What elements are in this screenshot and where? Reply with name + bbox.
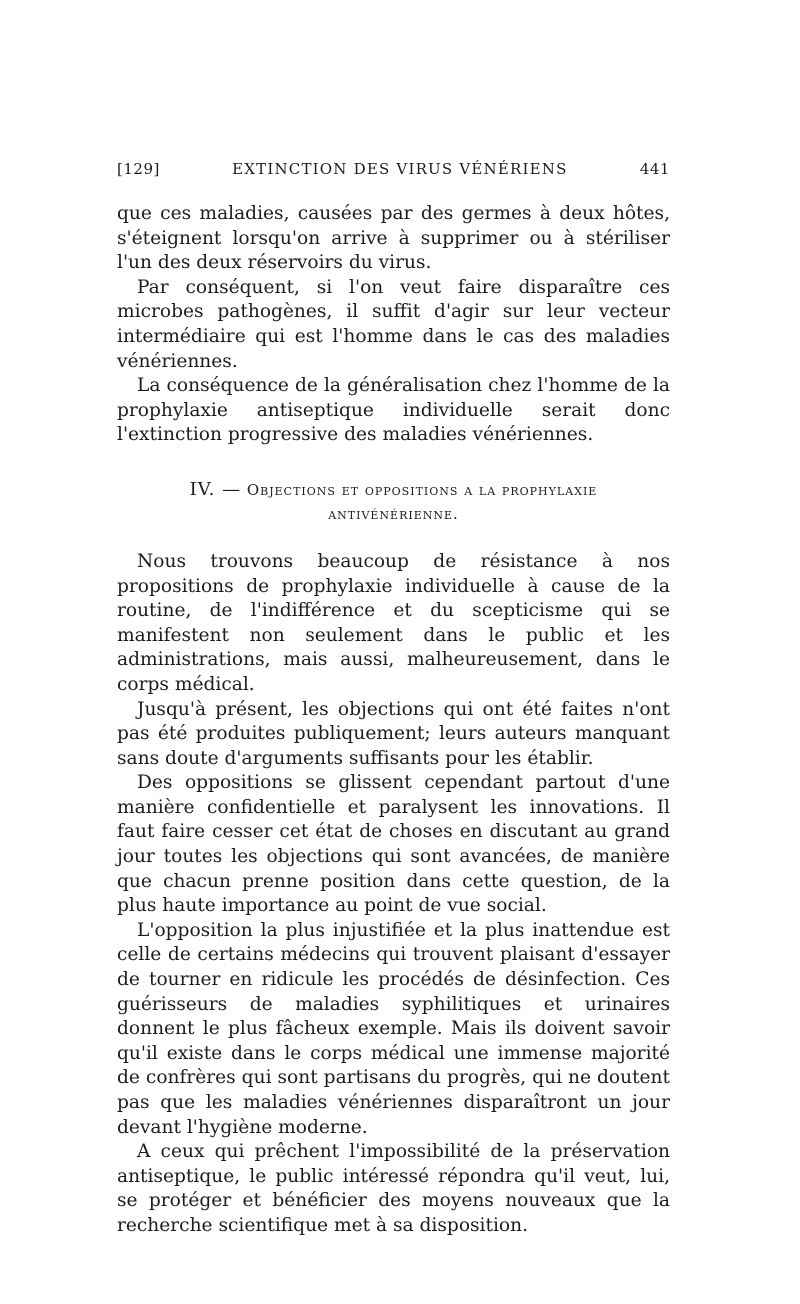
paragraph: Nous trouvons beaucoup de résistance à nos propositions de prophylaxie individuelle à cause de la routine, de l'indifférence et du scepticisme qui se manifestent non seulement dans le public et les administrations, mais aussi, malheureusement, dans le corps médical. — [117, 550, 670, 695]
section-title-line-1: Objections et oppositions a la prophylaxie — [246, 480, 598, 499]
paragraph: L'opposition la plus injustifiée et la plus inattendue est celle de certains médecins qui trouvent plaisant d'essayer de tourner en ridicule les procédés de désinfection. Ces guérisseurs de maladies syphilitiques et urinaires donnent le plus fâcheux exemple. Mais ils doivent savoir qu'il existe dans le corps médical une immense majorité de confrères qui sont partisans du progrès, qui ne doutent pas que les maladies vénériennes disparaîtront un jour devant l'hygiène moderne. — [117, 919, 670, 1138]
paragraph: Par conséquent, si l'on veut faire disparaître ces microbes pathogènes, il suffit d'agir sur leur vecteur intermédiaire qui est l'homme dans le cas des maladies vénériennes. — [117, 276, 670, 372]
paragraph-continuation: que ces maladies, causées par des germes à deux hôtes, s'éteignent lorsqu'on arrive à supprimer ou à stériliser l'un des deux réservoirs du virus. — [117, 203, 670, 274]
paragraph: La conséquence de la généralisation chez l'homme de la prophylaxie antiseptique individuelle serait donc l'extinction progressive des maladies vénériennes. — [117, 375, 670, 446]
running-title: EXTINCTION DES VIRUS VÉNÉRIENS — [232, 160, 568, 178]
section-heading — [117, 478, 670, 526]
section-number: IV. — — [189, 478, 242, 500]
section-title-line-2: antivénérienne. — [328, 504, 459, 523]
page-number: 441 — [639, 160, 670, 178]
chapter-reference: [129] — [117, 160, 160, 178]
paragraph: A ceux qui prêchent l'impossibilité de la préservation antiseptique, le public intéressé répondra qu'il veut, lui, se protéger et bénéficier des moyens nouveaux que la recherche scientifique met à sa disposition. — [117, 1141, 670, 1236]
paragraph: Des oppositions se glissent cependant partout d'une manière confidentielle et paralysent les innovations. Il faut faire cesser cet état de choses en discutant au grand jour toutes les objections qui sont avancées, de manière que chacun prenne position dans cette question, de la plus haute importance au point de vue social. — [117, 772, 670, 917]
book-page — [117, 160, 670, 1239]
paragraph: Jusqu'à présent, les objections qui ont été faites n'ont pas été produites publiquement; leurs auteurs manquant sans doute d'arguments suffisants pour les établir. — [117, 698, 670, 769]
running-header — [117, 160, 670, 182]
